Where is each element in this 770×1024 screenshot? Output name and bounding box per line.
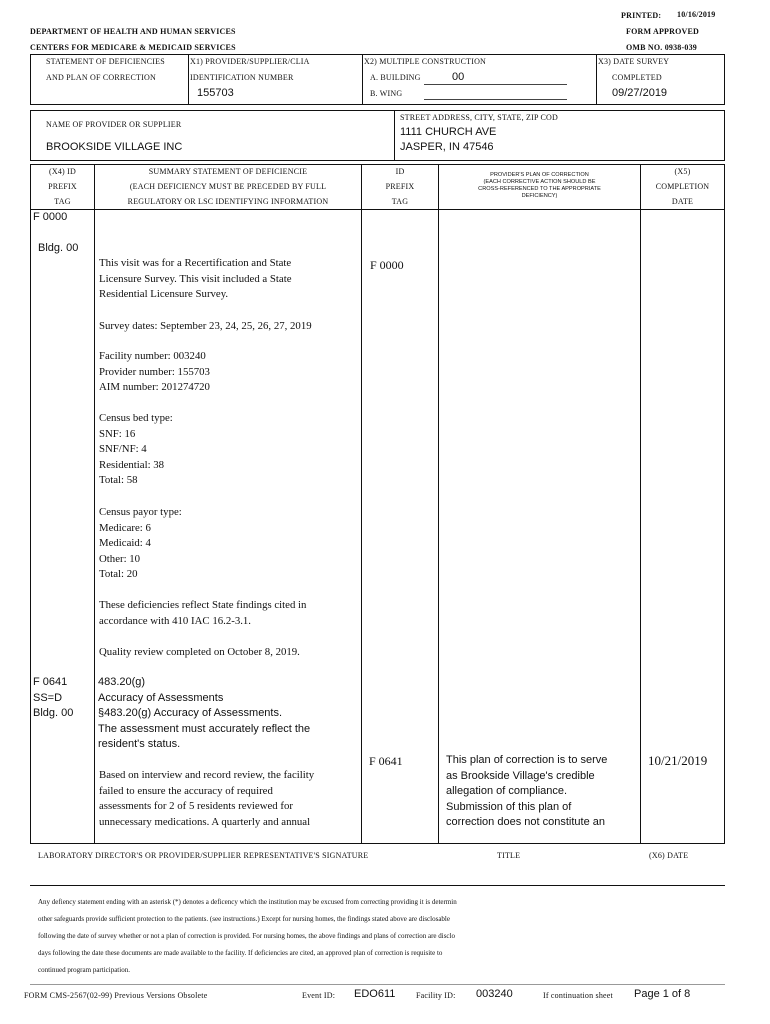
id-prefix-label: PREFIX	[385, 182, 415, 191]
x6-date-label: (X6) DATE	[649, 851, 689, 860]
address-label: STREET ADDRESS, CITY, STATE, ZIP COD	[400, 113, 558, 122]
x5-label: (X5)	[674, 167, 691, 176]
wing-label: B. WING	[370, 89, 403, 98]
printed-date: 10/16/2019	[677, 10, 716, 19]
printed-label: PRINTED:	[621, 11, 662, 20]
department-title: DEPARTMENT OF HEALTH AND HUMAN SERVICES	[30, 27, 236, 36]
quality-review: Quality review completed on October 8, 2019.	[99, 646, 300, 658]
footnote-line-2: other safeguards provide sufficient protection to the patients. (see instructions.) Except for nursing homes, the findings stated above are disclosable	[38, 915, 450, 923]
page-number: Page 1 of 8	[634, 988, 691, 1000]
census-payor-type: Census payor type: Medicare: 6 Medicaid: 4 Other: 10 Total: 20	[99, 506, 182, 581]
provider-number: 155703	[197, 87, 234, 99]
prefix-tag-f0641: F 0641 SS=D Bldg. 00	[33, 676, 74, 720]
x4-id-label: (X4) ID	[49, 167, 76, 176]
x4-tag-label: TAG	[54, 197, 71, 206]
facility-id-label: Facility ID:	[416, 991, 456, 1000]
prefix-tag-f0000: F 0000	[33, 211, 68, 223]
city-state-zip: JASPER, IN 47546	[400, 141, 494, 153]
finding-text: Based on interview and record review, the facility failed to ensure the accuracy of required assessments for 2 of 5 residents reviewed for unnecessary medications. A quarterly and annual	[99, 769, 315, 828]
continuation-label: If continuation sheet	[543, 991, 613, 1000]
provider-name: BROOKSIDE VILLAGE INC	[46, 141, 183, 153]
completion-date: 10/21/2019	[648, 753, 708, 768]
footnote-line-3: following the date of survey whether or not a plan of correction is provided. For nursing homes, the above findings and plans of correction are disclo	[38, 932, 455, 940]
census-bed-type: Census bed type: SNF: 16 SNF/NF: 4 Residential: 38 Total: 58	[99, 412, 173, 487]
footnote	[38, 894, 724, 979]
summary-header-3: REGULATORY OR LSC IDENTIFYING INFORMATION	[127, 197, 329, 206]
plan-header	[439, 172, 640, 200]
provider-id-label-2: IDENTIFICATION NUMBER	[190, 73, 294, 82]
form-number: FORM CMS-2567(02-99) Previous Versions Obsolete	[24, 991, 208, 1000]
provider-id-label-1: X1) PROVIDER/SUPPLIER/CLIA	[190, 57, 310, 66]
footnote-line-5: continued program participation.	[38, 966, 130, 974]
regulation-text: 483.20(g) Accuracy of Assessments §483.20(g) Accuracy of Assessments. The assessment must accurately reflect the resident's status.	[98, 676, 311, 751]
event-id-value: EDO611	[354, 988, 396, 1000]
completed-label: COMPLETED	[612, 73, 662, 82]
x5-date-label: DATE	[671, 197, 694, 206]
plan-of-correction-text: This plan of correction is to serve as Brookside Village's credible allegation of compliance. Submission of this plan of correction does not constitute an	[446, 754, 608, 829]
event-id-label: Event ID:	[302, 991, 336, 1000]
date-survey-label: X3) DATE SURVEY	[598, 57, 670, 66]
x5-completion-label: COMPLETION	[655, 182, 710, 191]
state-findings: These deficiencies reflect State findings cited in accordance with 410 IAC 16.2-3.1.	[99, 599, 307, 627]
plan-header-1: PROVIDER'S PLAN OF CORRECTION	[490, 172, 589, 178]
x4-prefix-label: PREFIX	[48, 182, 77, 191]
statement-label-1: STATEMENT OF DEFICIENCIES	[46, 57, 165, 66]
survey-dates: Survey dates: September 23, 24, 25, 26, 27, 2019	[99, 320, 312, 332]
id-tag-f0000: F 0000	[370, 258, 404, 272]
building-label: A. BUILDING	[370, 73, 421, 82]
footnote-line-4: days following the date these documents are made available to the facility. If deficiencies are cited, an approved plan of correction is requisite to	[38, 949, 443, 957]
street-address: 1111 CHURCH AVE	[400, 126, 497, 138]
multiple-construction-label: X2) MULTIPLE CONSTRUCTION	[364, 57, 487, 66]
building-value: 00	[452, 71, 465, 83]
centers-title: CENTERS FOR MEDICARE & MEDICAID SERVICES	[30, 43, 236, 52]
signature-label: LABORATORY DIRECTOR'S OR PROVIDER/SUPPLIER REPRESENTATIVE'S SIGNATURE	[38, 851, 369, 860]
plan-header-3: CROSS-REFERENCED TO THE APPROPRIATE	[478, 186, 601, 192]
provider-name-label: NAME OF PROVIDER OR SUPPLIER	[46, 120, 182, 129]
form-approved: FORM APPROVED	[626, 27, 700, 36]
summary-header-1: SUMMARY STATEMENT OF DEFICIENCIE	[148, 167, 308, 176]
footnote-line-1: Any defiency statement ending with an asterisk (*) denotes a deficency which the institution may be excused from correcting providing it is determin	[38, 898, 457, 906]
title-label: TITLE	[497, 851, 521, 860]
facility-id-value: 003240	[476, 988, 513, 1000]
visit-description: This visit was for a Recertification and State Licensure Survey. This visit included a State Residential Licensure Survey.	[99, 257, 292, 301]
id-tag-f0641: F 0641	[369, 754, 403, 768]
statement-label-2: AND PLAN OF CORRECTION	[46, 73, 156, 82]
facility-numbers: Facility number: 003240 Provider number: 155703 AIM number: 201274720	[99, 350, 210, 394]
omb-number: OMB NO. 0938-039	[626, 43, 697, 52]
plan-header-2: (EACH CORRECTIVE ACTION SHOULD BE	[483, 179, 596, 185]
id-label: ID	[395, 167, 405, 176]
completed-date: 09/27/2019	[612, 87, 668, 99]
summary-header-2: (EACH DEFICIENCY MUST BE PRECEDED BY FULL	[129, 182, 327, 191]
id-tag-label: TAG	[391, 197, 409, 206]
building-tag-1: Bldg. 00	[38, 242, 79, 254]
plan-header-4: DEFICIENCY)	[521, 193, 558, 199]
